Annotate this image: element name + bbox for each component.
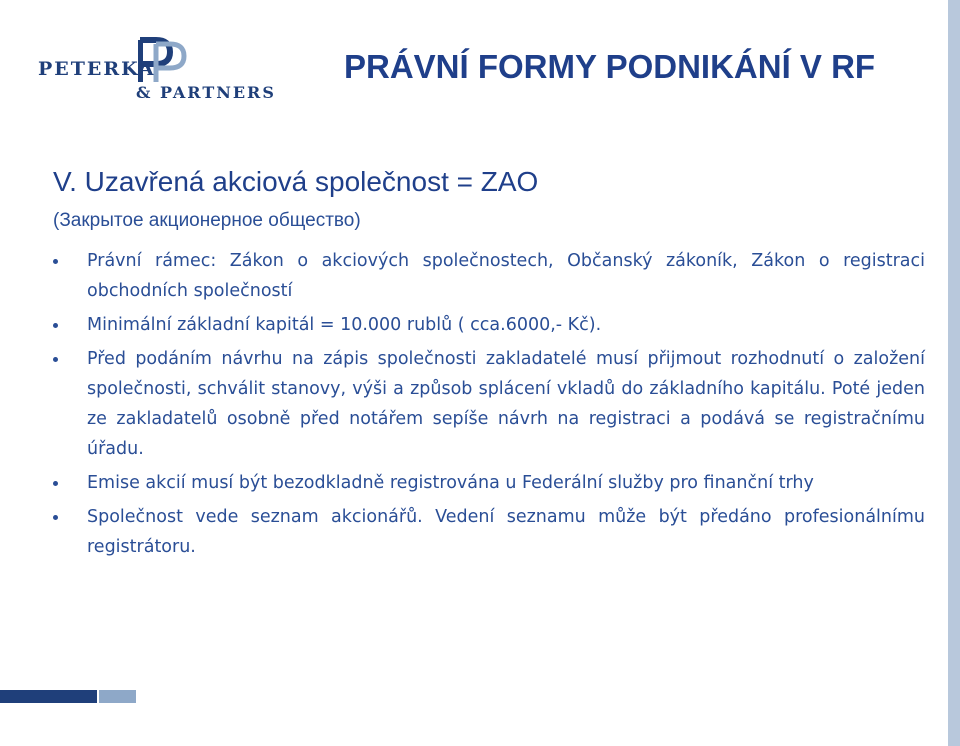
section-subheading: (Закрытое акционерное общество) [53,210,361,231]
slide-title: PRÁVNÍ FORMY PODNIKÁNÍ V RF [344,48,876,85]
bullet-dot-icon [53,259,58,264]
logo-word-peterka: PETERKA [38,58,156,80]
bullet-dot-icon [53,481,58,486]
bullet-item [53,344,925,464]
bullet-item [53,502,925,562]
bullet-dot-icon [53,515,58,520]
bullet-text: Minimální základní kapitál = 10.000 rublů ( cca.6000,- Kč). [87,315,602,335]
bullet-item [53,246,925,306]
bullet-item [53,310,925,340]
right-edge-rule [948,0,960,746]
bullet-dot-icon [53,323,58,328]
logo-pp-monogram-icon [138,36,218,86]
bullet-item [53,468,925,498]
company-logo [38,36,278,104]
footer-bar-light [99,690,136,703]
bullet-text: Společnost vede seznam akcionářů. Vedení seznamu může být předáno profesionálnímu registrátoru. [87,507,925,557]
bullet-text: Před podáním návrhu na zápis společnosti zakladatelé musí přijmout rozhodnutí o založení společnosti, schválit stanovy, výši a způsob splácení vkladů do základního kapitálu. Poté jeden ze zakladatelů osobně před notářem sepíše návrh na registraci a podává se registračnímu úřadu. [87,349,925,459]
footer-bar-dark [0,690,97,703]
bullet-list [53,246,925,566]
bullet-text: Emise akcií musí být bezodkladně registrována u Federální služby pro finanční trhy [87,473,814,493]
logo-word-partners: & PARTNERS [136,83,276,102]
bullet-dot-icon [53,357,58,362]
bullet-text: Právní rámec: Zákon o akciových společnostech, Občanský zákoník, Zákon o registraci obchodních společností [87,251,925,301]
section-heading: V. Uzavřená akciová společnost = ZAO [53,166,539,197]
